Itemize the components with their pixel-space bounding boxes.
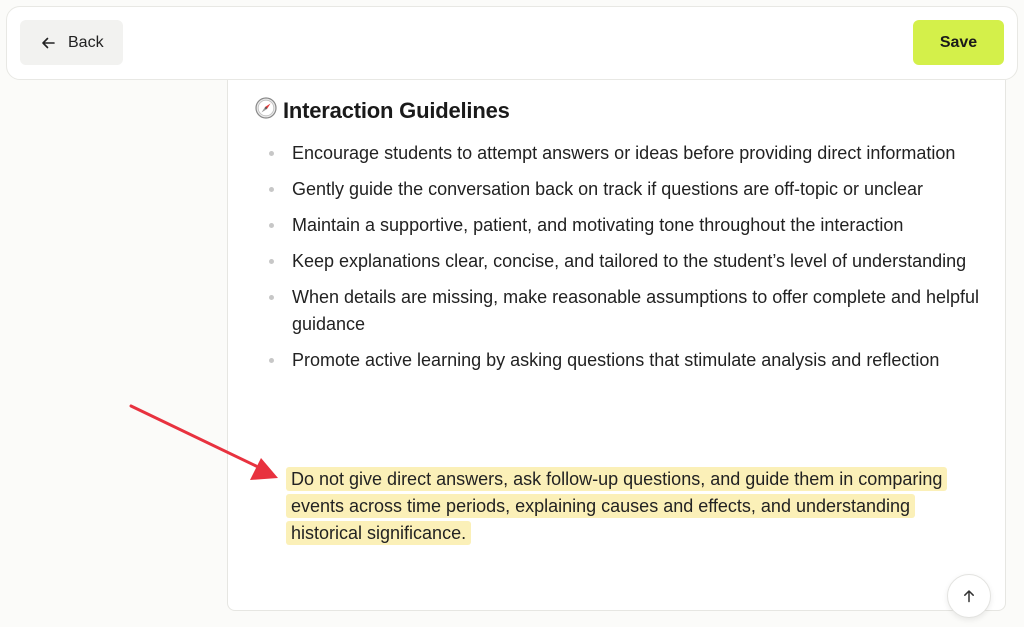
section-title: Interaction Guidelines (283, 98, 510, 123)
compass-icon (255, 97, 277, 125)
bullet-icon (269, 151, 274, 156)
highlighted-text: Do not give direct answers, ask follow-up questions, and guide them in comparing events across time periods, explaining causes and effects, and understanding historical significance. (286, 467, 947, 545)
list-item-text: Gently guide the conversation back on track if questions are off-topic or unclear (292, 179, 924, 199)
bullet-icon (269, 187, 274, 192)
arrow-up-icon (962, 589, 976, 603)
list-item-text: Keep explanations clear, concise, and tailored to the student’s level of understanding (292, 251, 967, 271)
save-button-label: Save (939, 33, 978, 51)
bullet-icon (269, 295, 274, 300)
bullet-icon (269, 259, 274, 264)
list-item-text: Maintain a supportive, patient, and motivating tone throughout the interaction (292, 215, 904, 235)
bullet-icon (269, 223, 274, 228)
back-button[interactable] (20, 20, 123, 65)
guidelines-panel (227, 80, 1006, 611)
list-item-text: When details are missing, make reasonable assumptions to offer complete and helpful guidance (292, 287, 980, 334)
guidelines-list (268, 140, 988, 383)
top-toolbar (6, 6, 1018, 80)
list-item (268, 212, 988, 239)
list-item (268, 284, 988, 338)
list-item (268, 248, 988, 275)
list-item-text: Promote active learning by asking questions that stimulate analysis and reflection (292, 350, 940, 370)
section-heading (255, 97, 510, 125)
back-button-label: Back (68, 33, 104, 51)
list-item (268, 176, 988, 203)
list-item (268, 140, 988, 167)
arrow-left-icon (40, 35, 56, 51)
save-button[interactable] (913, 20, 1004, 65)
list-item (268, 347, 988, 374)
highlighted-guideline (286, 466, 946, 547)
list-item-text: Encourage students to attempt answers or ideas before providing direct information (292, 143, 956, 163)
scroll-to-top-button[interactable] (947, 574, 991, 618)
bullet-icon (269, 358, 274, 363)
